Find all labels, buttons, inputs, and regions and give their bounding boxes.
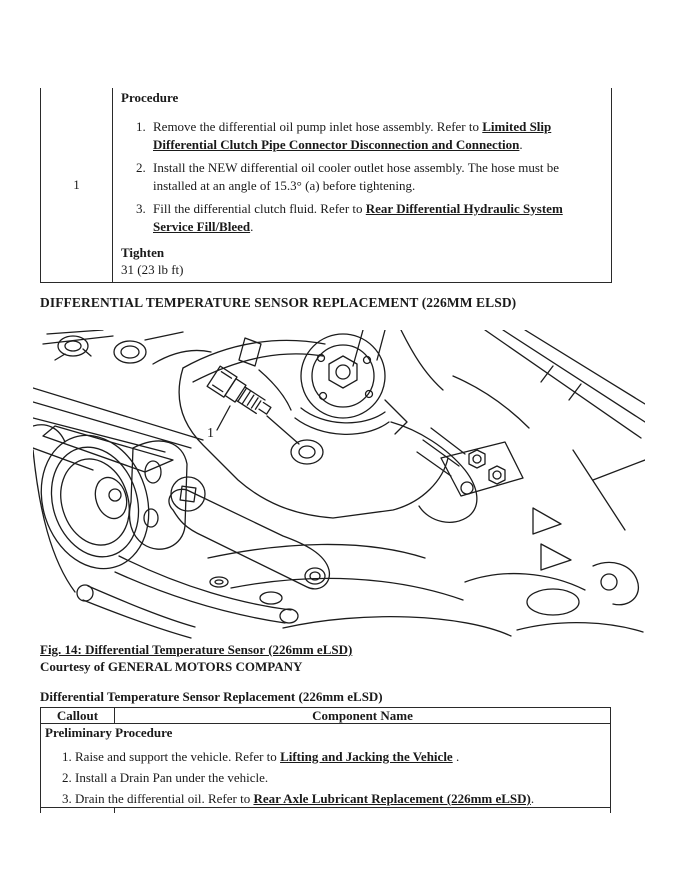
control-arm-drawing (77, 489, 329, 638)
figure-callout-1: 1 (207, 426, 214, 441)
component-name-column-header: Component Name (312, 708, 413, 723)
tighten-spec (121, 245, 183, 279)
procedure-label: Procedure (121, 90, 179, 105)
procedure-table (40, 88, 612, 283)
link-rear-axle-lubricant-replacement[interactable]: Rear Axle Lubricant Replacement (226mm eLSD) (253, 790, 531, 806)
procedure-step-list (121, 118, 603, 236)
figure-caption-block (40, 641, 352, 675)
section-heading: DIFFERENTIAL TEMPERATURE SENSOR REPLACEMENT (226MM ELSD) (40, 295, 517, 310)
tighten-label: Tighten (121, 245, 165, 261)
underbody-drawing (208, 544, 511, 636)
subframe-bolts-drawing (43, 330, 211, 364)
figure-caption: Fig. 14: Differential Temperature Sensor (226mm eLSD) (40, 642, 353, 657)
sensor-port-drawing (291, 440, 323, 464)
tighten-value: 31 (23 lb ft) (121, 262, 184, 278)
procedure-step: 3. Fill the differential clutch fluid. Refer to Rear Differential Hydraulic System Service Fill/Bleed. (149, 200, 603, 236)
link-rear-diff-hydraulic-fill-bleed[interactable]: Rear Differential Hydraulic System Service Fill/Bleed (153, 200, 563, 234)
preliminary-step: 1. Raise and support the vehicle. Refer to Lifting and Jacking the Vehicle . (75, 749, 602, 766)
preliminary-step-list (45, 749, 602, 808)
differential-housing-drawing (179, 330, 529, 522)
figure-illustration (33, 330, 645, 640)
mount-bracket-drawing (441, 442, 523, 496)
cutoff-row-stub (41, 808, 610, 813)
figure-courtesy: Courtesy of GENERAL MOTORS COMPANY (40, 659, 303, 675)
preliminary-procedure-label: Preliminary Procedure (45, 725, 173, 740)
procedure-callout-cell (41, 88, 113, 282)
components-table-header (41, 708, 610, 724)
preliminary-procedure-cell (41, 724, 610, 808)
components-table-title: Differential Temperature Sensor Replacement (226mm eLSD) (40, 689, 383, 704)
link-lifting-jacking-vehicle[interactable]: Lifting and Jacking the Vehicle (280, 749, 453, 764)
preliminary-step: 3. Drain the differential oil. Refer to Rear Axle Lubricant Replacement (226mm eLSD). (75, 791, 602, 808)
components-table (40, 707, 611, 813)
axle-flange-drawing (33, 421, 205, 592)
preliminary-step: 2. Install a Drain Pan under the vehicle. (75, 770, 602, 787)
callout-column-header: Callout (41, 708, 115, 723)
procedure-cell (113, 88, 611, 282)
procedure-step: 1. Remove the differential oil pump inlet hose assembly. Refer to Limited Slip Differential Clutch Pipe Connector Disconnection and Connection. (149, 118, 603, 154)
procedure-callout-number: 1 (73, 177, 80, 192)
link-limited-slip-disconnection[interactable]: Limited Slip Differential Clutch Pipe Connector Disconnection and Connection (153, 119, 552, 152)
procedure-step: 2. Install the NEW differential oil cooler outlet hose assembly. The hose must be installed at an angle of 15.3° (a) before tightening. (149, 159, 603, 195)
differential-line-art (33, 330, 645, 640)
callout-leader-line (217, 406, 299, 444)
subframe-rail-drawing (33, 388, 203, 472)
